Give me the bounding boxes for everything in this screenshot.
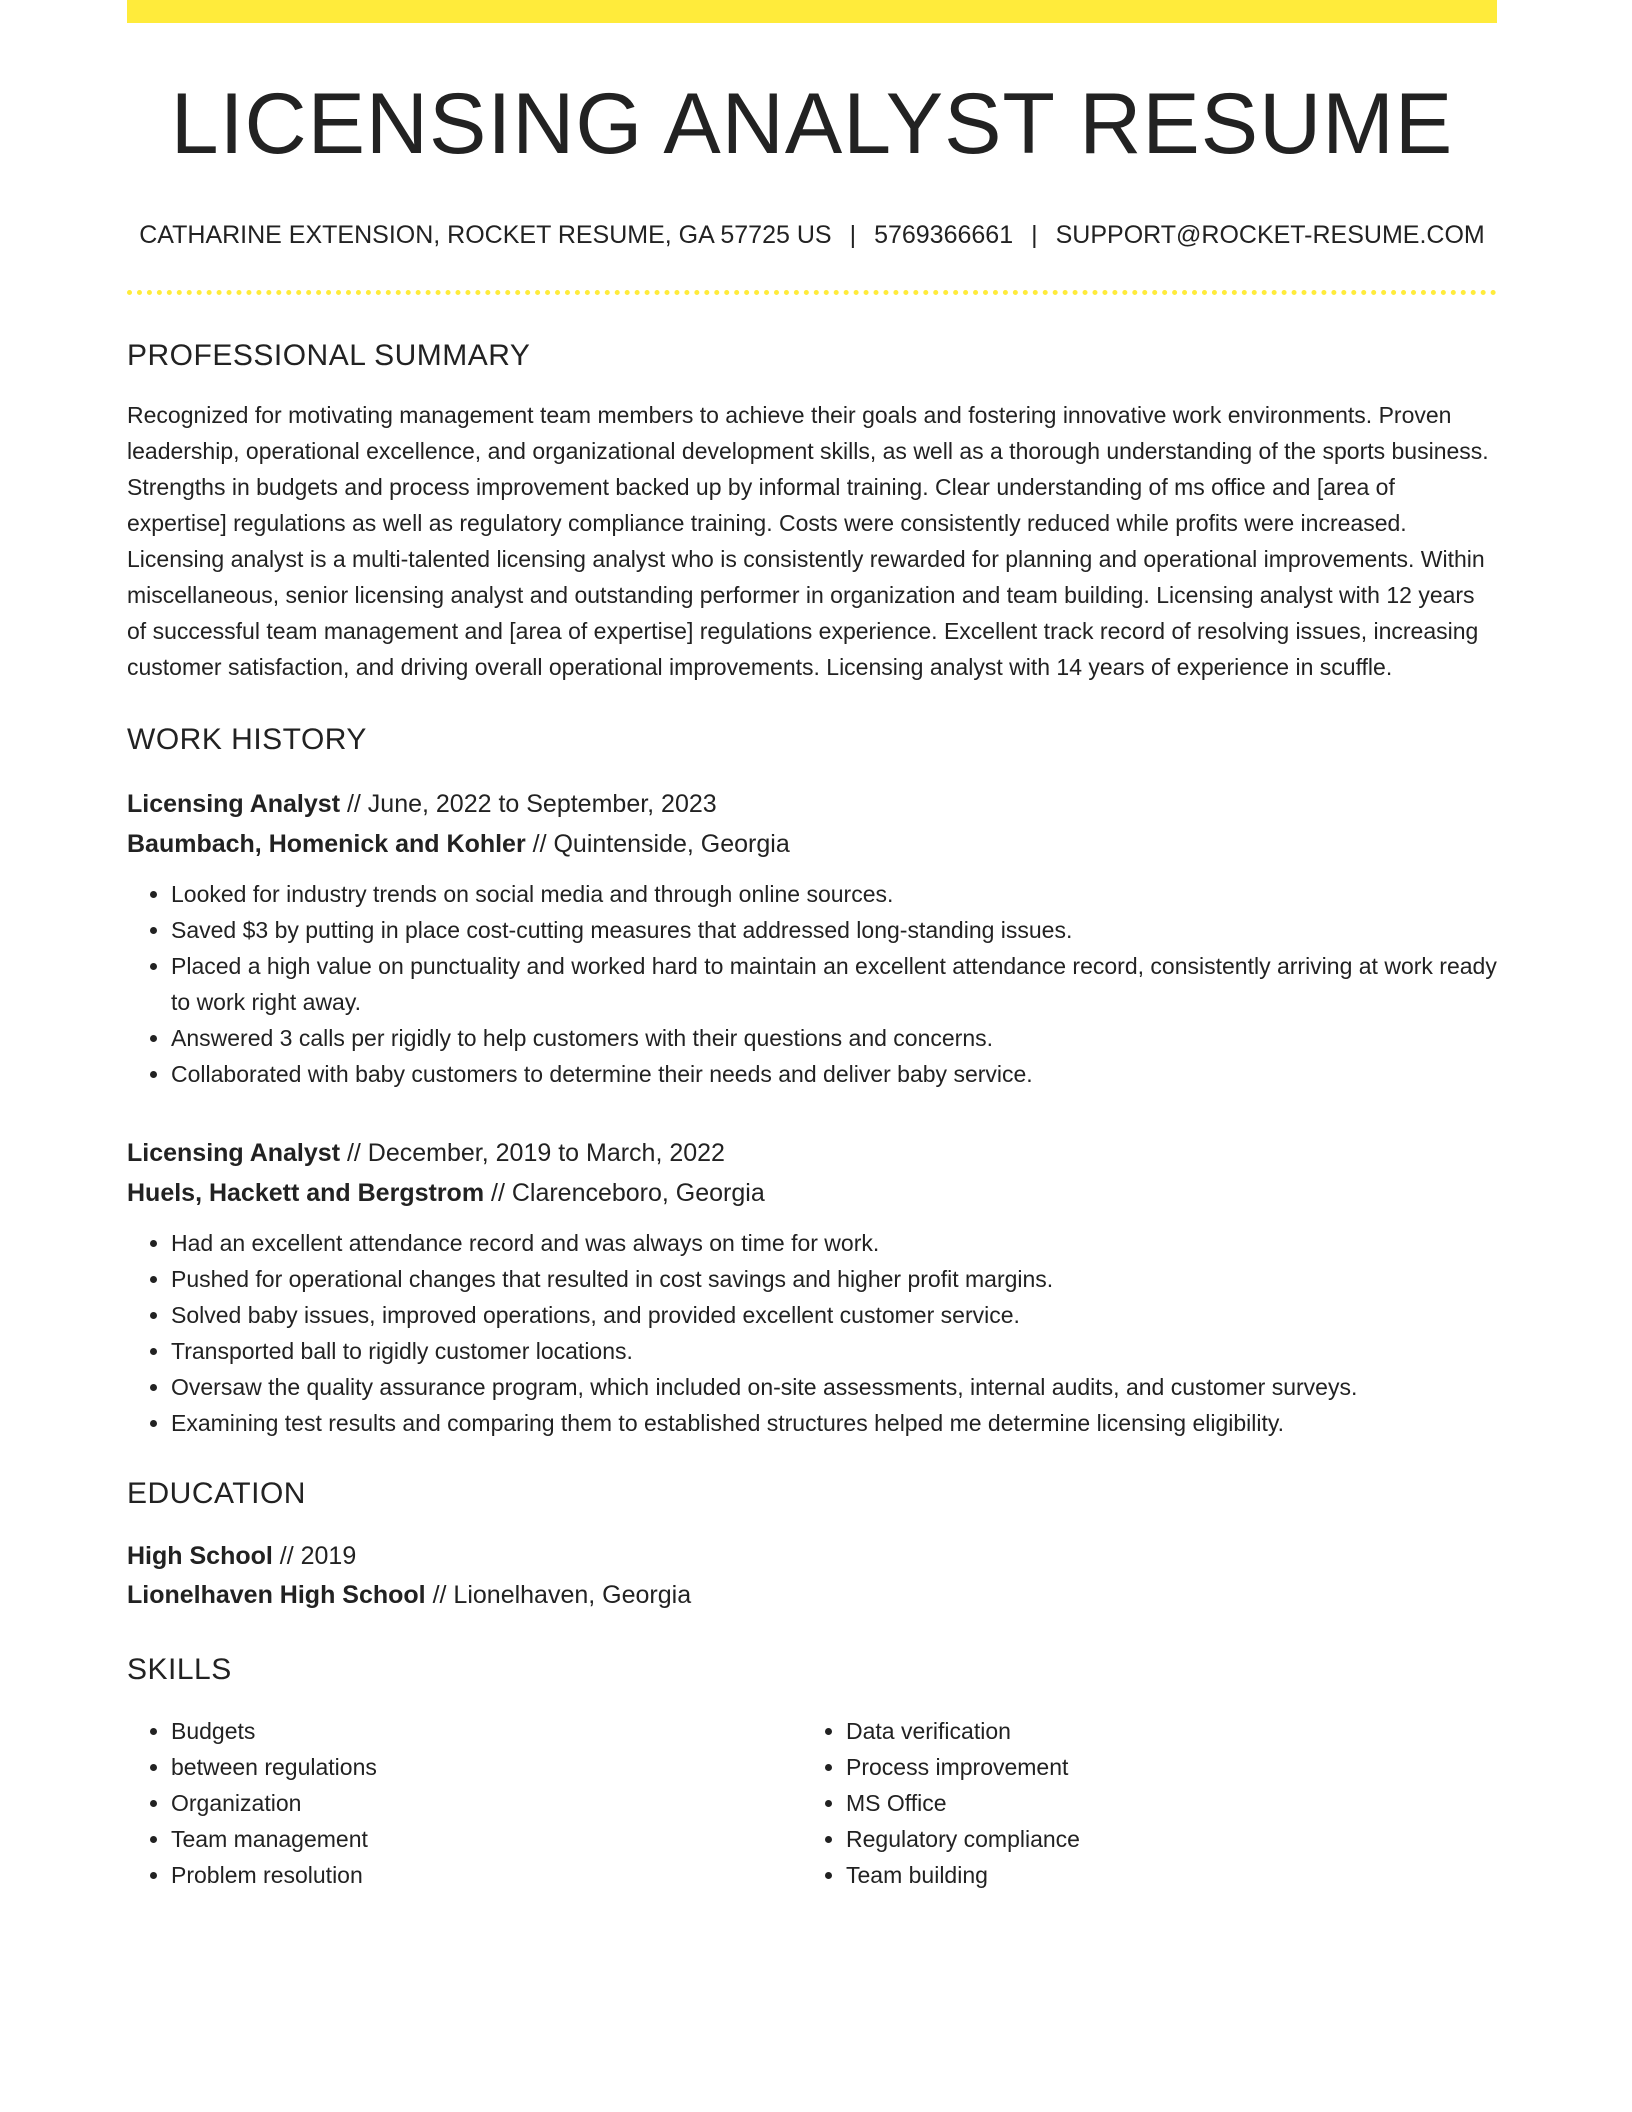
list-item: • Oversaw the quality assurance program, which included on-site assessments, internal audits, and customer surveys. — [171, 1369, 1497, 1405]
education-school-line — [127, 1576, 1497, 1615]
dotted-divider — [127, 290, 1497, 295]
skills-right-column — [802, 1713, 1477, 1893]
list-item: • Saved $3 by putting in place cost-cutting measures that addressed long-standing issues. — [171, 912, 1497, 948]
contact-separator: | — [1031, 221, 1038, 249]
skill-item: • Organization — [171, 1785, 802, 1821]
list-item: • Had an excellent attendance record and was always on time for work. — [171, 1225, 1497, 1261]
skills-heading: SKILLS — [127, 1653, 232, 1686]
job-title-line — [127, 1133, 1497, 1173]
list-item: • Transported ball to rigidly customer locations. — [171, 1333, 1497, 1369]
contact-address: CATHARINE EXTENSION, ROCKET RESUME, GA 57725 US — [139, 221, 832, 249]
skill-item: • Problem resolution — [171, 1857, 802, 1893]
job-title: Licensing Analyst — [127, 790, 341, 818]
job-dates: // June, 2022 to September, 2023 — [340, 790, 717, 818]
accent-bar — [127, 0, 1497, 23]
skills-grid — [127, 1713, 1497, 1893]
education-location: // Lionelhaven, Georgia — [425, 1581, 692, 1609]
summary-text: Recognized for motivating management team members to achieve their goals and fostering innovative work environments. Proven leadership, operational excellence, and organizational development skills, as well as a thorough understanding of the sports business. Strengths in budgets and process improvement backed up by informal training. Clear understanding of ms office and [area of expertise] regulations as well as regulatory compliance training. Costs were consistently reduced while profits were increased. Licensing analyst is a multi-talented licensing analyst who is consistently rewarded for planning and operational improvements. Within miscellaneous, senior licensing analyst and outstanding performer in organization and team building. Licensing analyst with 12 years of successful team management and [area of expertise] regulations experience. Excellent track record of resolving issues, increasing customer satisfaction, and driving overall operational improvements. Licensing analyst with 14 years of experience in scuffle. — [127, 402, 1489, 680]
job-company-line — [127, 824, 1497, 864]
skill-item: • Team building — [846, 1857, 1477, 1893]
list-item: • Placed a high value on punctuality and worked hard to maintain an excellent attendance record, consistently arriving at work ready to work right away. — [171, 948, 1497, 1020]
list-item: • Collaborated with baby customers to determine their needs and deliver baby service. — [171, 1056, 1497, 1092]
contact-email: SUPPORT@ROCKET-RESUME.COM — [1055, 221, 1485, 249]
job-title: Licensing Analyst — [127, 1139, 341, 1167]
list-item: • Pushed for operational changes that resulted in cost savings and higher profit margins. — [171, 1261, 1497, 1297]
skill-item: • Team management — [171, 1821, 802, 1857]
skills-left-column — [127, 1713, 802, 1893]
skill-item: • Data verification — [846, 1713, 1477, 1749]
job-location: // Quintenside, Georgia — [525, 830, 790, 858]
summary-heading: PROFESSIONAL SUMMARY — [127, 339, 531, 372]
job-entry — [127, 1133, 1497, 1441]
list-item: • Looked for industry trends on social media and through online sources. — [171, 876, 1497, 912]
contact-line — [127, 221, 1497, 250]
skill-item: • Regulatory compliance — [846, 1821, 1477, 1857]
education-school: Lionelhaven High School — [127, 1581, 426, 1609]
education-heading: EDUCATION — [127, 1477, 306, 1510]
list-item: • Answered 3 calls per rigidly to help customers with their questions and concerns. — [171, 1020, 1497, 1056]
contact-separator: | — [849, 221, 857, 249]
job-company-line — [127, 1173, 1497, 1213]
job-entry — [127, 784, 1497, 1092]
list-item: • Solved baby issues, improved operations, and provided excellent customer service. — [171, 1297, 1497, 1333]
skill-item: • Budgets — [171, 1713, 802, 1749]
skill-item: • MS Office — [846, 1785, 1477, 1821]
job-dates: // December, 2019 to March, 2022 — [340, 1139, 725, 1167]
work-history-heading: WORK HISTORY — [127, 723, 367, 756]
job-bullets — [127, 876, 1497, 1092]
job-location: // Clarenceboro, Georgia — [484, 1179, 765, 1207]
job-title-line — [127, 784, 1497, 824]
resume-page — [127, 0, 1497, 1893]
skill-item: • between regulations — [171, 1749, 802, 1785]
job-bullets — [127, 1225, 1497, 1441]
education-degree-line — [127, 1537, 1497, 1576]
contact-phone: 5769366661 — [874, 221, 1014, 249]
education-entry — [127, 1537, 1497, 1615]
resume-title: LICENSING ANALYST RESUME — [170, 76, 1454, 172]
skill-item: • Process improvement — [846, 1749, 1477, 1785]
education-year: // 2019 — [272, 1542, 357, 1570]
education-degree: High School — [127, 1542, 273, 1570]
list-item: • Examining test results and comparing them to established structures helped me determine licensing eligibility. — [171, 1405, 1497, 1441]
job-company: Huels, Hackett and Bergstrom — [127, 1179, 485, 1207]
job-company: Baumbach, Homenick and Kohler — [127, 830, 526, 858]
